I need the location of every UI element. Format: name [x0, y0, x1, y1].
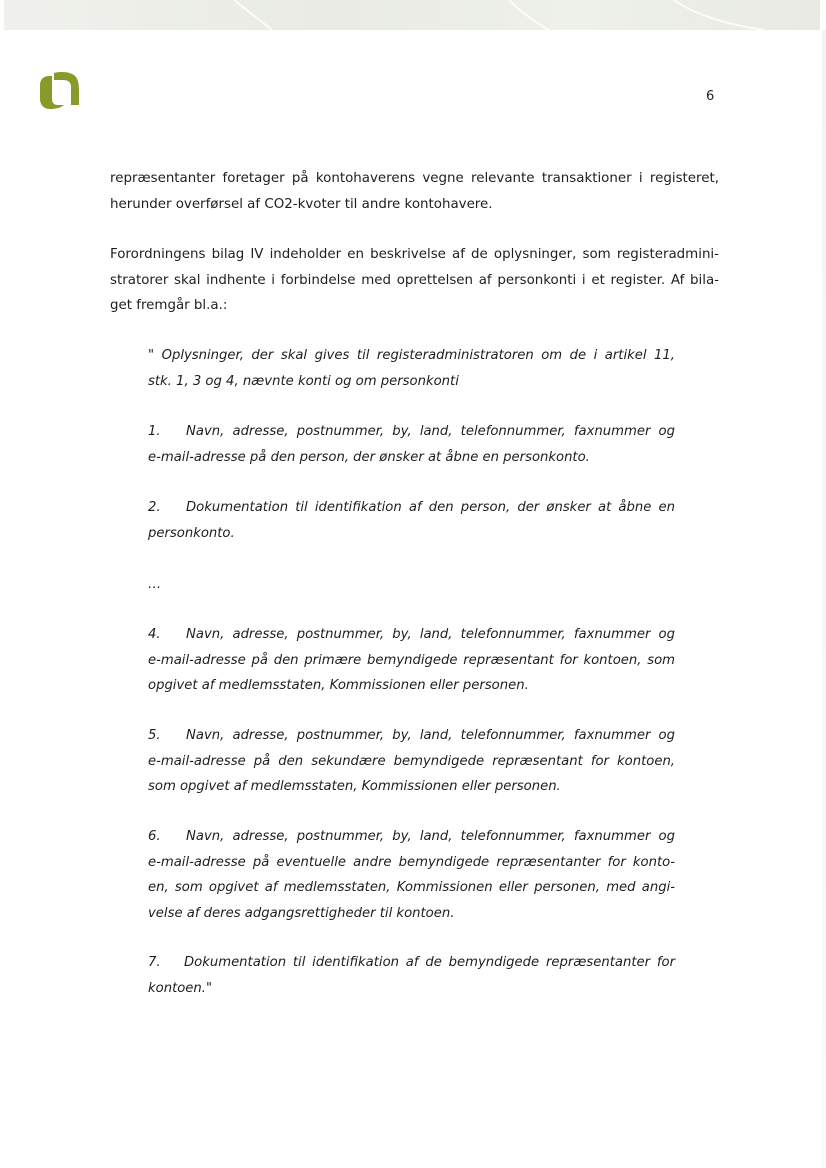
text-line: e-mail-adresse på eventuelle andre bemyndigede repræsentanter for konto-	[148, 854, 675, 870]
text-line: get fremgår bl.a.:	[110, 298, 228, 313]
item-text: Navn, adresse, postnummer, by, land, telefonnummer, faxnummer og	[186, 829, 675, 844]
text-line: som opgivet af medlemsstaten, Kommissionen eller personen.	[148, 779, 561, 794]
item-number: 2.	[148, 500, 161, 515]
text-line: velse af deres adgangsrettigheder til kontoen.	[148, 905, 455, 921]
text-line: kontoen.	[148, 980, 206, 996]
text-line: Forordningens bilag IV indeholder en beskrivelse af de oplysninger, som registeradmini-	[110, 247, 719, 262]
item-number: 7.	[148, 955, 161, 970]
text-line: " Oplysninger, der skal gives til registeradministratoren om de i artikel 11,	[148, 348, 675, 363]
quote-ellipsis	[148, 572, 675, 598]
quote-item-5	[148, 723, 675, 800]
item-number: 4.	[148, 627, 161, 642]
text-line: herunder overførsel af CO2-kvoter til andre kontohavere.	[110, 196, 493, 212]
item-text: Navn, adresse, postnummer, by, land, telefonnummer, faxnummer og	[186, 627, 675, 642]
body-paragraph-1	[110, 166, 719, 217]
body-paragraph-2	[110, 242, 719, 319]
item-text: Dokumentation til identifikation af den person, der ønsker at åbne en	[186, 500, 675, 515]
quote-item-6	[148, 824, 675, 926]
item-number: 6.	[148, 829, 161, 844]
quote-item-4	[148, 622, 675, 699]
logo-icon	[38, 71, 80, 109]
quote-item-1	[148, 419, 675, 470]
text-line: stk. 1, 3 og 4, nævnte konti og om personkonti	[148, 373, 459, 389]
text-line: repræsentanter foretager på kontohaverens vegne relevante transaktioner i registeret,	[110, 171, 719, 186]
page-edge	[822, 30, 826, 1168]
quote-intro	[148, 343, 675, 394]
text-line: e-mail-adresse på den sekundære bemyndigede repræsentant for kontoen,	[148, 753, 675, 769]
text-line: en, som opgivet af medlemsstaten, Kommissionen eller personen, med angi-	[148, 880, 675, 895]
closing-quote-mark: "	[205, 980, 213, 996]
header-band	[4, 0, 820, 30]
header-decoration	[4, 0, 820, 30]
item-number: 1.	[148, 424, 161, 439]
text-line: stratorer skal indhente i forbindelse med oprettelsen af personkonti i et register. Af bila-	[110, 272, 719, 288]
quote-item-2	[148, 495, 675, 546]
text-line: opgivet af medlemsstaten, Kommissionen eller personen.	[148, 678, 529, 693]
item-number: 5.	[148, 728, 161, 743]
ellipsis: …	[148, 577, 162, 592]
quote-item-7	[148, 950, 675, 1001]
text-line: personkonto.	[148, 525, 235, 541]
item-text: Navn, adresse, postnummer, by, land, telefonnummer, faxnummer og	[186, 424, 675, 439]
item-text: Navn, adresse, postnummer, by, land, telefonnummer, faxnummer og	[186, 728, 675, 743]
page-number: 6	[706, 89, 715, 104]
text-line: e-mail-adresse på den primære bemyndigede repræsentant for kontoen, som	[148, 652, 675, 668]
item-text: Dokumentation til identifikation af de bemyndigede repræsentanter for	[184, 955, 675, 970]
text-line: e-mail-adresse på den person, der ønsker at åbne en personkonto.	[148, 449, 590, 465]
